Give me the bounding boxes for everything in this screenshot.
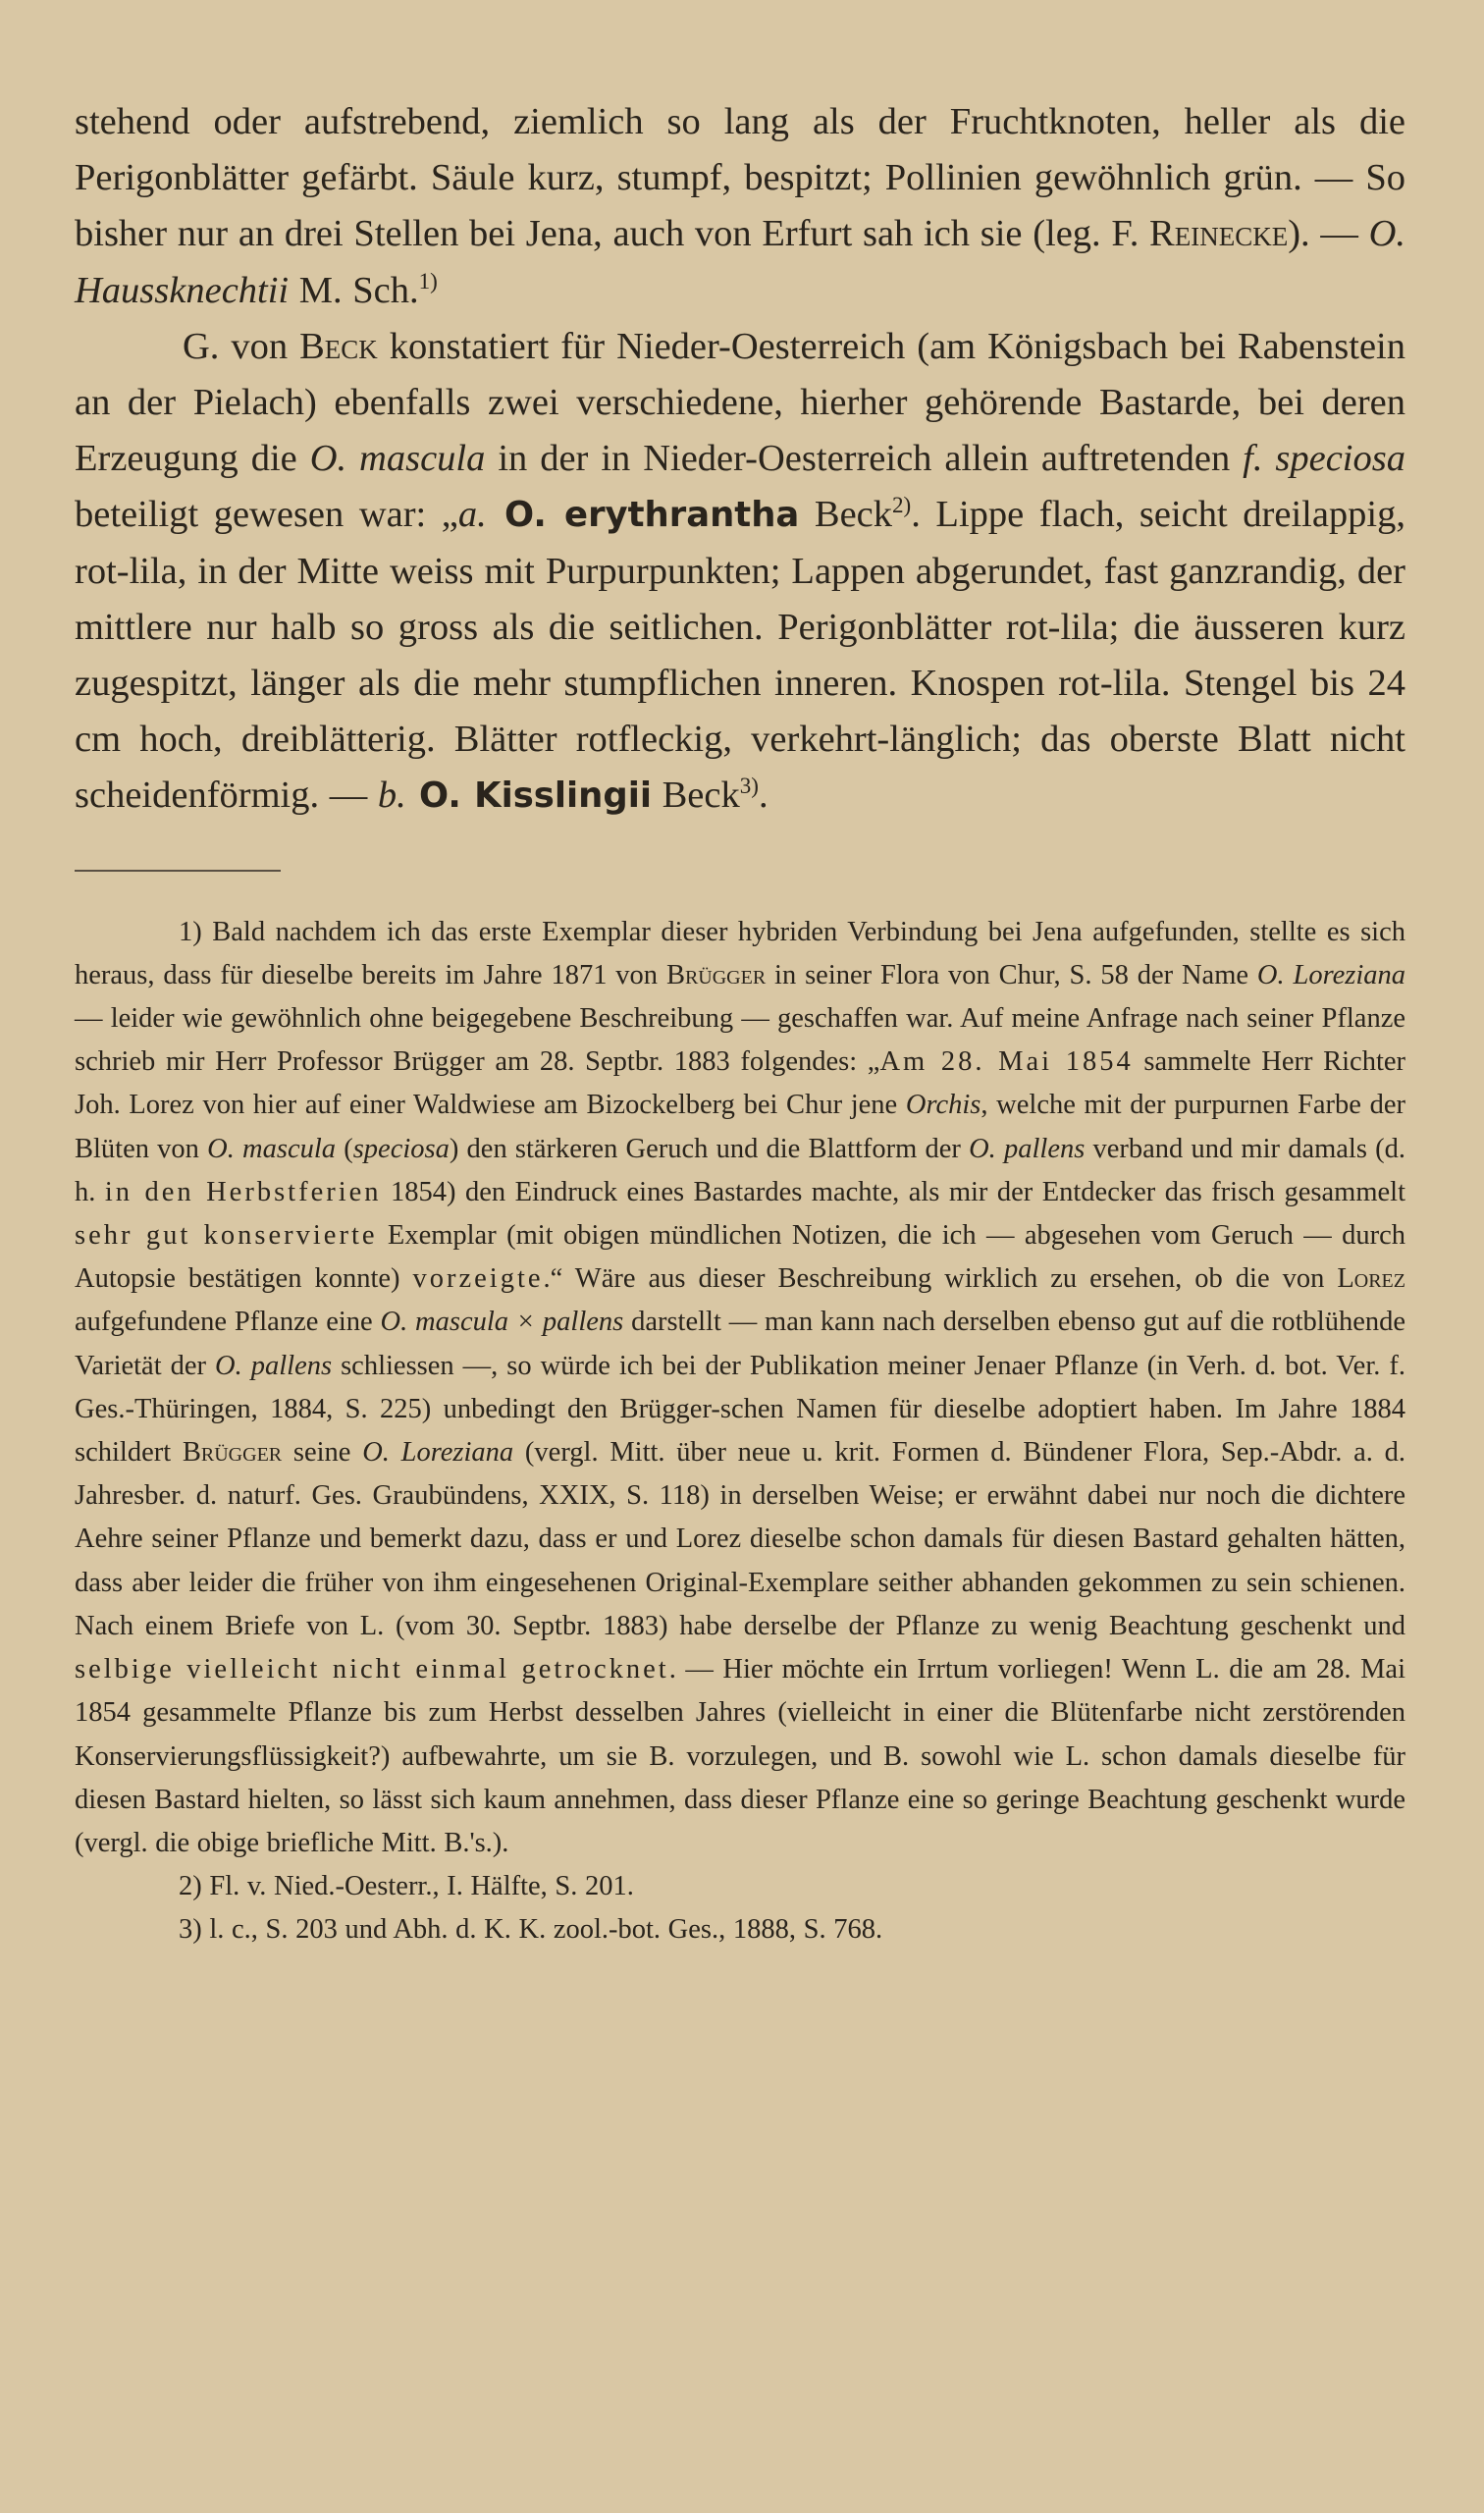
taxon-label: b. <box>377 775 406 817</box>
text-run: verband und mir damals (d. h. <box>75 1133 1405 1207</box>
text-run: .“ Wäre aus dieser Beschreibung wirklich zu ersehen, ob die von <box>543 1263 1338 1295</box>
footnotes <box>75 911 1405 1952</box>
text-run: stehend oder aufstrebend, ziemlich so lang als der Fruchtknoten, heller als die Perigonblätter gefärbt. Säule kurz, stumpf, bespitzt; Pollinien gewöhnlich grün. — So bisher nur an drei Stellen bei Jena, auch von Erfurt sah ich sie (leg. F. <box>75 101 1405 255</box>
text-run: Beck <box>799 494 892 536</box>
spaced-text: selbige vielleicht nicht einmal getrocknet <box>75 1654 669 1685</box>
text-run: Exemplar (mit obigen mündlichen Notizen, die ich — abgesehen vom Geruch — durch Autopsie bestätigen konnte) <box>75 1220 1405 1295</box>
spaced-text: sehr gut konservierte <box>75 1220 378 1252</box>
footnote-1 <box>75 911 1405 1865</box>
text-run: in der in Nieder-Oesterreich allein auftretenden <box>485 438 1244 480</box>
text-run: . <box>758 775 768 817</box>
author-name: Brügger <box>665 959 767 990</box>
text-run: darstellt — man kann nach derselben ebenso gut auf die rotblühende Varietät der <box>75 1307 1406 1381</box>
text-run: , welche mit der purpurnen Farbe der Blüten von <box>75 1090 1405 1164</box>
author-name: Beck <box>299 325 378 367</box>
author-name: Reinecke <box>1149 213 1289 255</box>
text-run: seine <box>282 1437 363 1469</box>
taxon-name: O. Haussknechtii <box>75 213 1405 311</box>
text-run: 1) Bald nachdem ich das erste Exemplar dieser hybriden Verbindung bei Jena aufgefunden, stellte es sich heraus, dass für dieselbe bereits im Jahre 1871 von <box>75 916 1405 990</box>
taxon-name: O. mascula <box>207 1133 337 1164</box>
text-run: ) den stärkeren Geruch und die Blattform der <box>449 1133 970 1164</box>
footnote-ref: 2) <box>892 492 912 518</box>
spaced-text: Am 28. Mai 1854 <box>879 1046 1134 1078</box>
taxon-name: O. pallens <box>969 1133 1086 1164</box>
main-paragraph-1 <box>75 94 1405 319</box>
text-run: in seiner Flora von Chur, S. 58 der Name <box>766 959 1257 990</box>
text-run: . — Hier möchte ein Irrtum vorliegen! Wenn L. die am 28. Mai 1854 gesammelte Pflanze bis zum Herbst desselben Jahres (vielleicht in einer die Blütenfarbe nicht zerstörenden Konservierungsflüssigkeit?) aufbewahrte, um sie B. vorzulegen, und B. sowohl wie L. schon damals dieselbe für diesen Bastard hielten, so lässt sich kaum annehmen, dass dieser Pflanze eine so geringe Beachtung geschenkt wurde (vergl. die obige briefliche Mitt. B.'s.). <box>75 1654 1405 1858</box>
taxon-name: O. Loreziana <box>1256 959 1406 990</box>
footnote-2: 2) Fl. v. Nied.-Oesterr., I. Hälfte, S. 201. <box>179 1871 634 1902</box>
taxon-name: O. mascula <box>309 438 486 480</box>
text-run: ( <box>336 1133 353 1164</box>
author-name: Brügger <box>182 1437 283 1469</box>
spaced-text: vorzeigte <box>412 1263 544 1295</box>
taxon-name: speciosa <box>352 1133 450 1164</box>
text-run: aufgefundene Pflanze eine <box>75 1307 381 1338</box>
text-run: 1854) den Eindruck eines Bastardes machte, als mir der Entdecker das frisch gesammelt <box>381 1176 1405 1207</box>
footnote-3: 3) l. c., S. 203 und Abh. d. K. K. zool.-bot. Ges., 1888, S. 768. <box>179 1914 883 1946</box>
text-run: — leider wie gewöhnlich ohne beigegebene Beschreibung — geschaffen war. Auf meine Anfrage nach seiner Pflanze schrieb mir Herr Professor Brügger am 28. Septbr. 1883 folgendes: „ <box>75 1003 1405 1078</box>
text-run: schliessen —, so würde ich bei der Publikation meiner Jenaer Pflanze (in Verh. d. bot. Ver. f. Ges.-Thüringen, 1884, S. 225) unbedingt den Brügger-schen Namen für dieselbe adoptiert haben. Im Jahre 1884 schildert <box>75 1350 1405 1469</box>
taxon-name: O. pallens <box>215 1350 333 1381</box>
footnote-ref: 3) <box>739 773 759 799</box>
text-run: konstatiert für Nieder-Oesterreich (am Königsbach bei Rabenstein an der Pielach) ebenfalls zwei verschiedene, hierher gehörende Bastarde, bei deren Erzeugung die <box>75 325 1406 480</box>
spaced-text: in den Herbstferien <box>104 1176 382 1207</box>
taxon-name: O. Loreziana <box>362 1437 514 1469</box>
author-name: Lorez <box>1337 1263 1405 1295</box>
text-run: beteiligt gewesen war: „ <box>75 494 458 536</box>
text-run: Beck <box>651 775 740 817</box>
hybrid-name-erythrantha: O. erythrantha <box>486 495 800 536</box>
text-run: M. Sch. <box>289 269 419 311</box>
taxon-name: Orchis <box>905 1090 981 1121</box>
footnote-divider <box>75 870 281 872</box>
footnote-ref: 1) <box>418 267 438 294</box>
text-run: . Lippe flach, seicht dreilappig, rot-lila, in der Mitte weiss mit Purpurpunkten; Lappen abgerundet, fast ganzrandig, der mittlere nur halb so gross als die seitlichen. Perigonblätter rot-lila; die äusseren kurz zugespitzt, länger als die mehr stumpflichen inneren. Knospen rot-lila. Stengel bis 24 cm hoch, dreiblätterig. Blätter rotfleckig, verkehrt-länglich; das oberste Blatt nicht scheidenförmig. — <box>75 494 1405 817</box>
text-run: (vergl. Mitt. über neue u. krit. Formen d. Bündener Flora, Sep.-Abdr. a. d. Jahresber. d. naturf. Ges. Graubündens, XXIX, S. 118) in derselben Weise; er erwähnt dabei nur noch die dichtere Aehre seiner Pflanze und bemerkt dazu, dass er und Lorez dieselbe schon damals für diesen Bastard gehalten hätten, dass aber leider die früher von ihm eingesehenen Original-Exemplare seither abhanden gekommen zu sein schienen. Nach einem Briefe von L. (vom 30. Septbr. 1883) habe derselbe der Pflanze zu wenig Beachtung geschenkt und <box>75 1437 1406 1641</box>
text-run: sammelte Herr Richter Joh. Lorez von hier auf einer Waldwiese am Bizockelberg bei Chur jene <box>75 1046 1405 1121</box>
text-run: G. von <box>183 325 300 367</box>
hybrid-name-kisslingii: O. Kisslingii <box>405 775 652 817</box>
book-page <box>75 94 1405 1952</box>
text-run: ). — <box>1288 213 1369 255</box>
main-text <box>75 94 1405 825</box>
taxon-label: a. <box>457 494 487 536</box>
taxon-name: O. mascula × pallens <box>380 1307 624 1338</box>
main-paragraph-2 <box>75 319 1405 825</box>
taxon-name: f. speciosa <box>1243 438 1405 480</box>
